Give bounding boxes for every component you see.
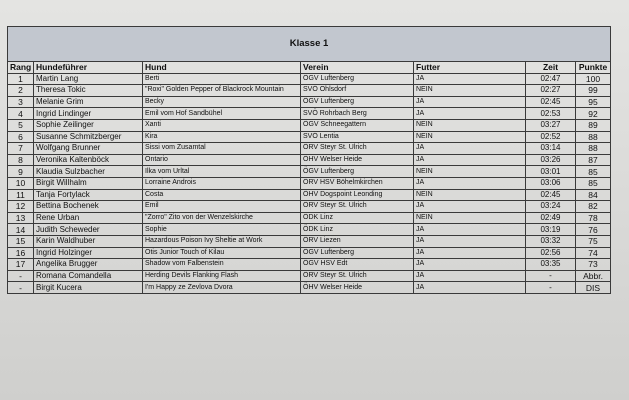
cell-hund: Sophie xyxy=(143,224,301,236)
header-row xyxy=(8,62,611,74)
cell-zeit: 03:27 xyxy=(526,119,576,131)
header-punkte: Punkte xyxy=(576,62,611,74)
cell-verein: ÖRV Steyr St. Ulrich xyxy=(301,201,414,213)
cell-hundefuehrer: Susanne Schmitzberger xyxy=(34,131,143,143)
cell-zeit: 03:32 xyxy=(526,235,576,247)
cell-rang: 11 xyxy=(8,189,34,201)
cell-punkte: 87 xyxy=(576,154,611,166)
cell-futter: JA xyxy=(414,108,526,120)
cell-rang: 8 xyxy=(8,154,34,166)
table-row xyxy=(8,85,611,97)
table-row xyxy=(8,270,611,282)
cell-zeit: 02:56 xyxy=(526,247,576,259)
cell-zeit: 02:47 xyxy=(526,73,576,85)
cell-zeit: 03:24 xyxy=(526,201,576,213)
cell-futter: JA xyxy=(414,235,526,247)
cell-futter: JA xyxy=(414,270,526,282)
title-row xyxy=(8,27,611,62)
cell-hund: Otis Junior Touch of Kilau xyxy=(143,247,301,259)
cell-futter: JA xyxy=(414,154,526,166)
cell-punkte: 76 xyxy=(576,224,611,236)
table-row xyxy=(8,131,611,143)
cell-futter: JA xyxy=(414,224,526,236)
cell-futter: NEIN xyxy=(414,131,526,143)
cell-punkte: 89 xyxy=(576,119,611,131)
table-row xyxy=(8,224,611,236)
cell-verein: ÖGV Schneegattern xyxy=(301,119,414,131)
cell-hund: "Zorro" Zito von der Wenzelskirche xyxy=(143,212,301,224)
cell-futter: JA xyxy=(414,177,526,189)
cell-hundefuehrer: Karin Waldhuber xyxy=(34,235,143,247)
cell-hundefuehrer: Bettina Bochenek xyxy=(34,201,143,213)
table-row xyxy=(8,177,611,189)
cell-hundefuehrer: Wolfgang Brunner xyxy=(34,143,143,155)
table-row xyxy=(8,201,611,213)
cell-rang: 4 xyxy=(8,108,34,120)
cell-futter: JA xyxy=(414,73,526,85)
table-row xyxy=(8,96,611,108)
cell-hund: Becky xyxy=(143,96,301,108)
cell-rang: 7 xyxy=(8,143,34,155)
cell-futter: JA xyxy=(414,201,526,213)
cell-hundefuehrer: Birgit Willhalm xyxy=(34,177,143,189)
cell-rang: 6 xyxy=(8,131,34,143)
cell-hund: Berti xyxy=(143,73,301,85)
results-body xyxy=(8,73,611,293)
cell-verein: SVÖ Ohlsdorf xyxy=(301,85,414,97)
cell-hund: Shadow vom Falbenstein xyxy=(143,259,301,271)
cell-hund: Costa xyxy=(143,189,301,201)
cell-punkte: 74 xyxy=(576,247,611,259)
cell-futter: NEIN xyxy=(414,212,526,224)
cell-hund: Emil xyxy=(143,201,301,213)
cell-hund: "Roxi" Golden Pepper of Blackrock Mountain xyxy=(143,85,301,97)
cell-verein: ÖRV Steyr St. Ulrich xyxy=(301,270,414,282)
cell-verein: ÖHV Dogspoint Leonding xyxy=(301,189,414,201)
cell-rang: 16 xyxy=(8,247,34,259)
cell-hundefuehrer: Angelika Brugger xyxy=(34,259,143,271)
cell-hundefuehrer: Judith Scheweder xyxy=(34,224,143,236)
table-row xyxy=(8,212,611,224)
header-hundefuehrer: Hundeführer xyxy=(34,62,143,74)
header-hund: Hund xyxy=(143,62,301,74)
cell-zeit: - xyxy=(526,270,576,282)
cell-punkte: 78 xyxy=(576,212,611,224)
cell-futter: JA xyxy=(414,143,526,155)
cell-hund: Hazardous Poison Ivy Sheltie at Work xyxy=(143,235,301,247)
cell-rang: 3 xyxy=(8,96,34,108)
cell-futter: JA xyxy=(414,259,526,271)
cell-zeit: 02:49 xyxy=(526,212,576,224)
cell-zeit: 03:06 xyxy=(526,177,576,189)
table-row xyxy=(8,259,611,271)
cell-punkte: 99 xyxy=(576,85,611,97)
cell-verein: ÖDK Linz xyxy=(301,212,414,224)
cell-punkte: 85 xyxy=(576,177,611,189)
cell-rang: 2 xyxy=(8,85,34,97)
cell-punkte: 95 xyxy=(576,96,611,108)
cell-punkte: 85 xyxy=(576,166,611,178)
cell-rang: 10 xyxy=(8,177,34,189)
cell-zeit: 03:19 xyxy=(526,224,576,236)
cell-hundefuehrer: Ingrid Holzinger xyxy=(34,247,143,259)
header-futter: Futter xyxy=(414,62,526,74)
cell-verein: ÖRV Steyr St. Ulrich xyxy=(301,143,414,155)
cell-zeit: 03:26 xyxy=(526,154,576,166)
results-table xyxy=(7,26,611,294)
class-title: Klasse 1 xyxy=(8,27,611,62)
cell-rang: - xyxy=(8,270,34,282)
cell-rang: 14 xyxy=(8,224,34,236)
cell-punkte: 84 xyxy=(576,189,611,201)
cell-verein: ÖGV Luftenberg xyxy=(301,166,414,178)
table-row xyxy=(8,247,611,259)
cell-punkte: 100 xyxy=(576,73,611,85)
header-verein: Verein xyxy=(301,62,414,74)
cell-rang: 12 xyxy=(8,201,34,213)
table-row xyxy=(8,143,611,155)
table-row xyxy=(8,189,611,201)
cell-hundefuehrer: Sophie Zeilinger xyxy=(34,119,143,131)
cell-zeit: 02:52 xyxy=(526,131,576,143)
cell-hundefuehrer: Martin Lang xyxy=(34,73,143,85)
cell-hundefuehrer: Klaudia Sulzbacher xyxy=(34,166,143,178)
cell-punkte: 75 xyxy=(576,235,611,247)
header-zeit: Zeit xyxy=(526,62,576,74)
cell-punkte: 73 xyxy=(576,259,611,271)
cell-verein: ÖGV Luftenberg xyxy=(301,73,414,85)
cell-hund: Xanti xyxy=(143,119,301,131)
table-row xyxy=(8,119,611,131)
cell-verein: ÖRV Liezen xyxy=(301,235,414,247)
header-rang: Rang xyxy=(8,62,34,74)
cell-hundefuehrer: Ingrid Lindinger xyxy=(34,108,143,120)
cell-verein: SVÖ Rohrbach Berg xyxy=(301,108,414,120)
table-row xyxy=(8,108,611,120)
cell-rang: 5 xyxy=(8,119,34,131)
cell-hund: Emil vom Hof Sandbühel xyxy=(143,108,301,120)
cell-futter: JA xyxy=(414,282,526,294)
cell-futter: NEIN xyxy=(414,189,526,201)
cell-hundefuehrer: Birgit Kucera xyxy=(34,282,143,294)
table-row xyxy=(8,73,611,85)
cell-verein: ÖDK Linz xyxy=(301,224,414,236)
cell-verein: ÖGV Luftenberg xyxy=(301,247,414,259)
table-row xyxy=(8,166,611,178)
cell-punkte: 88 xyxy=(576,131,611,143)
cell-punkte: DIS xyxy=(576,282,611,294)
cell-punkte: 92 xyxy=(576,108,611,120)
cell-zeit: 02:27 xyxy=(526,85,576,97)
table-row xyxy=(8,235,611,247)
table-row xyxy=(8,154,611,166)
cell-hundefuehrer: Tanja Fortylack xyxy=(34,189,143,201)
cell-zeit: 03:14 xyxy=(526,143,576,155)
cell-verein: ÖGV HSV Edt xyxy=(301,259,414,271)
cell-hund: Ilka vom Urltal xyxy=(143,166,301,178)
cell-zeit: 03:01 xyxy=(526,166,576,178)
cell-hund: Sissi vom Zusamtal xyxy=(143,143,301,155)
cell-rang: 17 xyxy=(8,259,34,271)
cell-hund: Ontario xyxy=(143,154,301,166)
cell-hund: Herding Devils Flanking Flash xyxy=(143,270,301,282)
cell-zeit: - xyxy=(526,282,576,294)
cell-verein: ÖHV Welser Heide xyxy=(301,282,414,294)
cell-zeit: 02:53 xyxy=(526,108,576,120)
cell-futter: NEIN xyxy=(414,166,526,178)
cell-rang: - xyxy=(8,282,34,294)
cell-verein: ÖHV Welser Heide xyxy=(301,154,414,166)
cell-punkte: 88 xyxy=(576,143,611,155)
cell-futter: JA xyxy=(414,96,526,108)
cell-hundefuehrer: Veronika Kaltenböck xyxy=(34,154,143,166)
cell-verein: ÖRV HSV Böhelmkirchen xyxy=(301,177,414,189)
cell-verein: SVÖ Lentia xyxy=(301,131,414,143)
cell-futter: NEIN xyxy=(414,119,526,131)
cell-rang: 15 xyxy=(8,235,34,247)
cell-rang: 13 xyxy=(8,212,34,224)
cell-hundefuehrer: Theresa Tokic xyxy=(34,85,143,97)
cell-hundefuehrer: Romana Comandella xyxy=(34,270,143,282)
cell-futter: NEIN xyxy=(414,85,526,97)
cell-punkte: Abbr. xyxy=(576,270,611,282)
cell-punkte: 82 xyxy=(576,201,611,213)
cell-hundefuehrer: Rene Urban xyxy=(34,212,143,224)
cell-hund: Lorraine Androis xyxy=(143,177,301,189)
table-row xyxy=(8,282,611,294)
cell-zeit: 02:45 xyxy=(526,189,576,201)
cell-hund: Kira xyxy=(143,131,301,143)
cell-rang: 9 xyxy=(8,166,34,178)
cell-hundefuehrer: Melanie Grim xyxy=(34,96,143,108)
cell-futter: JA xyxy=(414,247,526,259)
cell-verein: ÖGV Luftenberg xyxy=(301,96,414,108)
cell-zeit: 02:45 xyxy=(526,96,576,108)
cell-hund: I'm Happy ze Zevlova Dvora xyxy=(143,282,301,294)
cell-rang: 1 xyxy=(8,73,34,85)
cell-zeit: 03:35 xyxy=(526,259,576,271)
